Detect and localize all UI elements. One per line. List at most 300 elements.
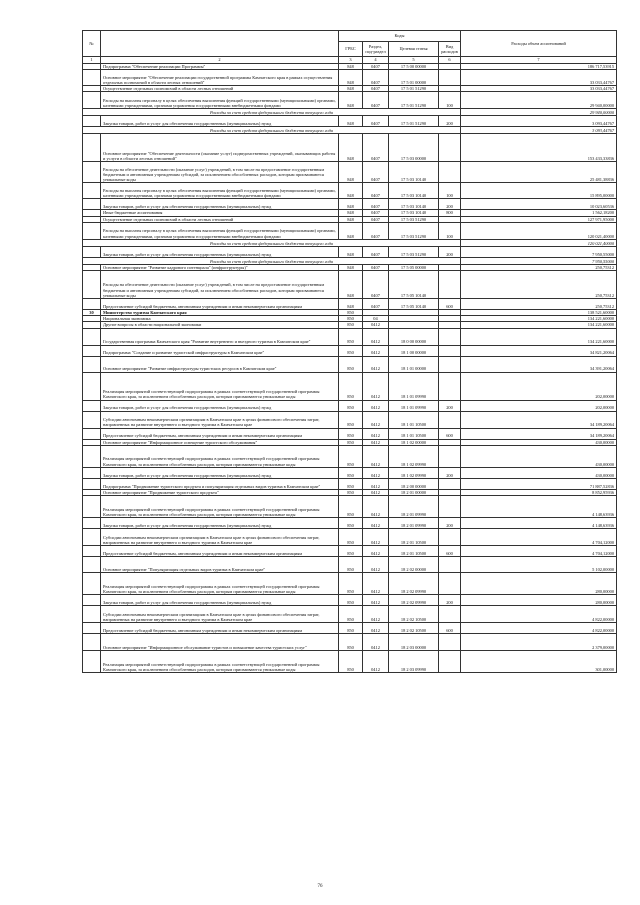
table-row bbox=[83, 372, 617, 400]
row-amount: 127 971,95000 bbox=[461, 216, 617, 222]
row-grbs: 848 bbox=[339, 183, 363, 199]
table-row bbox=[83, 428, 617, 439]
row-section: 0412 bbox=[363, 400, 389, 411]
funding-note-amount: 29 940,00000 bbox=[461, 109, 617, 116]
row-target: 18 1 01 10500 bbox=[389, 428, 439, 439]
index-cell: 1 bbox=[83, 57, 101, 64]
funding-note-text: Расходы за счет средств федерального бюджета текущего года bbox=[83, 239, 461, 246]
row-amount: 280,00000 bbox=[461, 573, 617, 595]
funding-note-amount: 3 093,44767 bbox=[461, 127, 617, 134]
row-grbs: 850 bbox=[339, 310, 363, 316]
funding-note-text: Расходы за счет средств федерального бюджета текущего года bbox=[83, 127, 461, 134]
row-name: Основное мероприятие "Обеспечение реализации государственной программы Камчатского края в рамках осуществления отдельных полномочий в области лесных отношений" bbox=[101, 70, 339, 86]
row-number bbox=[83, 478, 101, 489]
row-grbs: 848 bbox=[339, 86, 363, 92]
row-target: 18 2 01 09990 bbox=[389, 518, 439, 529]
row-name: Осуществление отдельных полномочий в области лесных отношений bbox=[101, 86, 339, 92]
row-amount: 71 887,52836 bbox=[461, 478, 617, 489]
row-target: 18 1 01 09990 bbox=[389, 400, 439, 411]
row-vr: 200 bbox=[439, 116, 461, 127]
row-grbs: 850 bbox=[339, 356, 363, 372]
row-target: 18 2 01 10500 bbox=[389, 529, 439, 546]
budget-table bbox=[82, 30, 617, 673]
row-name: Основное мероприятие "Обеспечение деятельности (оказание услуг) подведомственных учреждений, оказывающих работы и услуги в области лесных отношений" bbox=[101, 134, 339, 162]
row-grbs: 850 bbox=[339, 489, 363, 495]
table-row bbox=[83, 299, 617, 310]
row-amount: 7 950,55000 bbox=[461, 246, 617, 257]
row-grbs: 848 bbox=[339, 134, 363, 162]
row-section: 0412 bbox=[363, 322, 389, 328]
row-vr: 600 bbox=[439, 623, 461, 634]
row-section: 0412 bbox=[363, 573, 389, 595]
row-section: 0407 bbox=[363, 92, 389, 109]
header-amount: Расходы объем ассигнований bbox=[461, 31, 617, 57]
row-number bbox=[83, 518, 101, 529]
table-row bbox=[83, 134, 617, 162]
row-amount: 15 895,00000 bbox=[461, 183, 617, 199]
row-vr bbox=[439, 478, 461, 489]
row-section: 0412 bbox=[363, 467, 389, 478]
row-number bbox=[83, 162, 101, 183]
row-name: Основное мероприятие "Информационное освещение туристского обслуживания" bbox=[101, 439, 339, 445]
row-amount: 8 852,95936 bbox=[461, 489, 617, 495]
row-section: 0407 bbox=[363, 216, 389, 222]
table-row bbox=[83, 557, 617, 573]
row-grbs: 848 bbox=[339, 222, 363, 239]
row-amount: 134 221,60000 bbox=[461, 328, 617, 345]
row-section: 0412 bbox=[363, 518, 389, 529]
row-number bbox=[83, 623, 101, 634]
row-amount: 250,75312 bbox=[461, 299, 617, 310]
table-row bbox=[83, 356, 617, 372]
row-target: 17 5 01 51290 bbox=[389, 116, 439, 127]
row-vr bbox=[439, 496, 461, 518]
row-name: Закупка товаров, работ и услуг для обеспечения государственных (муниципальных) нужд bbox=[101, 467, 339, 478]
row-amount: 120 021,40000 bbox=[461, 222, 617, 239]
index-cell: 4 bbox=[363, 57, 389, 64]
index-cell: 6 bbox=[439, 57, 461, 64]
row-target: 17 5 03 51290 bbox=[389, 216, 439, 222]
row-number bbox=[83, 606, 101, 623]
row-vr bbox=[439, 651, 461, 673]
row-grbs: 848 bbox=[339, 92, 363, 109]
table-row bbox=[83, 345, 617, 356]
row-number bbox=[83, 595, 101, 606]
row-name: Другие вопросы в области национальной экономики bbox=[101, 322, 339, 328]
table-row bbox=[83, 651, 617, 673]
row-amount: 250,75312 bbox=[461, 264, 617, 270]
funding-note-row bbox=[83, 109, 617, 116]
table-row bbox=[83, 496, 617, 518]
row-name: Закупка товаров, работ и услуг для обеспечения государственных (муниципальных) нужд bbox=[101, 199, 339, 210]
row-section: 0412 bbox=[363, 439, 389, 445]
row-name: Национальная экономика bbox=[101, 316, 339, 322]
row-grbs: 850 bbox=[339, 546, 363, 557]
row-amount: 34 391,20064 bbox=[461, 356, 617, 372]
row-vr bbox=[439, 529, 461, 546]
row-name: Реализация мероприятий соответствующей подпрограммы в рамках соответствующей государственной программы Камчатского края, за исключением обособленных расходов, которым присваиваются уникальные коды bbox=[101, 651, 339, 673]
row-vr: 100 bbox=[439, 92, 461, 109]
row-grbs: 848 bbox=[339, 299, 363, 310]
row-number bbox=[83, 496, 101, 518]
row-target: 18 1 02 09990 bbox=[389, 445, 439, 467]
row-section: 0407 bbox=[363, 246, 389, 257]
row-target: 18 2 02 09990 bbox=[389, 595, 439, 606]
row-grbs: 850 bbox=[339, 411, 363, 428]
table-row bbox=[83, 595, 617, 606]
row-vr bbox=[439, 356, 461, 372]
row-section: 0407 bbox=[363, 70, 389, 86]
table-row bbox=[83, 328, 617, 345]
index-cell: 5 bbox=[389, 57, 439, 64]
row-amount: 25 481,38836 bbox=[461, 162, 617, 183]
row-section: 0412 bbox=[363, 529, 389, 546]
row-section: 0407 bbox=[363, 183, 389, 199]
row-number bbox=[83, 651, 101, 673]
row-section: 0407 bbox=[363, 134, 389, 162]
row-section: 0412 bbox=[363, 651, 389, 673]
row-name: Расходы на выплаты персоналу в целях обеспечения выполнения функций государственными (муниципальными) органами, казенными учреждениями, органами управления государственными внебюджетными фондами bbox=[101, 92, 339, 109]
row-grbs: 848 bbox=[339, 246, 363, 257]
row-grbs: 848 bbox=[339, 199, 363, 210]
row-vr: 800 bbox=[439, 210, 461, 216]
row-amount: 250,75312 bbox=[461, 271, 617, 299]
row-grbs: 850 bbox=[339, 518, 363, 529]
row-grbs: 850 bbox=[339, 529, 363, 546]
row-number bbox=[83, 199, 101, 210]
row-section: 0407 bbox=[363, 199, 389, 210]
row-amount: 134 221,60000 bbox=[461, 316, 617, 322]
row-number bbox=[83, 411, 101, 428]
row-section: 0407 bbox=[363, 116, 389, 127]
row-amount: 138 521,60000 bbox=[461, 310, 617, 316]
row-name: Закупка товаров, работ и услуг для обеспечения государственных (муниципальных) нужд bbox=[101, 518, 339, 529]
row-name: Основное мероприятие "Информационное обслуживание туристов и повышение качества туристских услуг" bbox=[101, 634, 339, 651]
row-amount: 1 562,18200 bbox=[461, 210, 617, 216]
row-name: Подпрограмма "Создание и развитие туристской инфраструктуры в Камчатском крае" bbox=[101, 345, 339, 356]
header-vr: Вид расходов bbox=[439, 42, 461, 57]
row-name: Расходы на выплаты персоналу в целях обеспечения выполнения функций государственными (муниципальными) органами, казенными учреждениями, органами управления государственными внебюджетными фондами bbox=[101, 222, 339, 239]
row-grbs: 850 bbox=[339, 496, 363, 518]
row-target: 18 1 01 09990 bbox=[389, 372, 439, 400]
row-grbs: 850 bbox=[339, 651, 363, 673]
row-section: 0412 bbox=[363, 496, 389, 518]
row-target: 17 5 01 51290 bbox=[389, 92, 439, 109]
row-section: 0412 bbox=[363, 356, 389, 372]
row-vr bbox=[439, 328, 461, 345]
table-row bbox=[83, 411, 617, 428]
row-section: 0407 bbox=[363, 210, 389, 216]
table-row bbox=[83, 478, 617, 489]
row-section: 0407 bbox=[363, 264, 389, 270]
funding-note-text: Расходы за счет средств федерального бюджета текущего года bbox=[83, 257, 461, 264]
row-target: 18 2 01 10500 bbox=[389, 546, 439, 557]
table-row bbox=[83, 529, 617, 546]
row-target: 17 5 05 10140 bbox=[389, 271, 439, 299]
row-vr bbox=[439, 372, 461, 400]
row-target: 18 2 02 10500 bbox=[389, 606, 439, 623]
row-number bbox=[83, 299, 101, 310]
row-section: 0407 bbox=[363, 64, 389, 70]
row-vr bbox=[439, 573, 461, 595]
row-vr: 200 bbox=[439, 400, 461, 411]
index-cell: 3 bbox=[339, 57, 363, 64]
row-section: 0412 bbox=[363, 345, 389, 356]
row-vr: 100 bbox=[439, 222, 461, 239]
row-target: 17 5 03 10140 bbox=[389, 199, 439, 210]
header-codes: Коды bbox=[339, 31, 461, 42]
header-num: № bbox=[83, 31, 101, 57]
row-grbs: 850 bbox=[339, 467, 363, 478]
row-grbs: 850 bbox=[339, 623, 363, 634]
row-number bbox=[83, 345, 101, 356]
row-amount: 5 102,00000 bbox=[461, 557, 617, 573]
row-grbs: 850 bbox=[339, 445, 363, 467]
row-name: Иные бюджетные ассигнования bbox=[101, 210, 339, 216]
row-section: 0412 bbox=[363, 372, 389, 400]
row-section: 0407 bbox=[363, 222, 389, 239]
row-amount: 33 033,44767 bbox=[461, 70, 617, 86]
row-vr: 200 bbox=[439, 246, 461, 257]
row-amount: 2 379,00000 bbox=[461, 634, 617, 651]
row-number bbox=[83, 92, 101, 109]
table-row bbox=[83, 92, 617, 109]
row-amount: 153 433,33836 bbox=[461, 134, 617, 162]
table-body bbox=[83, 64, 617, 673]
row-vr bbox=[439, 134, 461, 162]
row-grbs: 848 bbox=[339, 264, 363, 270]
row-amount: 186 717,53915 bbox=[461, 64, 617, 70]
row-section: 04 bbox=[363, 316, 389, 322]
row-name: Реализация мероприятий соответствующей подпрограммы в рамках соответствующей государственной программы Камчатского края, за исключением обособленных расходов, которым присваиваются уникальные коды bbox=[101, 372, 339, 400]
row-amount: 4 822,00000 bbox=[461, 606, 617, 623]
row-target: 17 5 05 00000 bbox=[389, 264, 439, 270]
row-section: 0412 bbox=[363, 557, 389, 573]
row-number bbox=[83, 372, 101, 400]
row-vr: 600 bbox=[439, 428, 461, 439]
row-name: Закупка товаров, работ и услуг для обеспечения государственных (муниципальных) нужд bbox=[101, 246, 339, 257]
header-row-codes bbox=[83, 31, 617, 42]
table-row bbox=[83, 222, 617, 239]
row-section: 0412 bbox=[363, 489, 389, 495]
table-row bbox=[83, 199, 617, 210]
row-amount: 202,00000 bbox=[461, 372, 617, 400]
row-number bbox=[83, 400, 101, 411]
row-grbs: 848 bbox=[339, 162, 363, 183]
row-target: 17 5 05 10140 bbox=[389, 299, 439, 310]
row-target: 17 5 03 51290 bbox=[389, 222, 439, 239]
row-vr: 200 bbox=[439, 199, 461, 210]
table-row bbox=[83, 400, 617, 411]
row-grbs: 850 bbox=[339, 595, 363, 606]
row-name: Основное мероприятие "Продвижение туристского продукта" bbox=[101, 489, 339, 495]
table-row bbox=[83, 162, 617, 183]
row-target: 18 2 02 10500 bbox=[389, 623, 439, 634]
row-amount: 34 821,20064 bbox=[461, 345, 617, 356]
row-grbs: 850 bbox=[339, 372, 363, 400]
row-grbs: 848 bbox=[339, 271, 363, 299]
row-number bbox=[83, 634, 101, 651]
row-number bbox=[83, 546, 101, 557]
row-amount: 4 148,63936 bbox=[461, 496, 617, 518]
row-section: 0412 bbox=[363, 634, 389, 651]
row-number: 30 bbox=[83, 310, 101, 316]
index-row bbox=[83, 57, 617, 64]
row-amount: 280,00000 bbox=[461, 595, 617, 606]
row-grbs: 848 bbox=[339, 210, 363, 216]
row-name: Расходы на обеспечение деятельности (оказание услуг) учреждений, в том числе на предоставление государственным бюджетным и автономным учреждениям субсидий, за исключением обособленных расходов, которым присваиваются уникальные коды bbox=[101, 271, 339, 299]
row-target: 18 2 01 09990 bbox=[389, 496, 439, 518]
row-grbs: 850 bbox=[339, 428, 363, 439]
row-target: 17 5 03 00000 bbox=[389, 134, 439, 162]
row-name: Подпрограмма "Продвижение туристского продукта и популяризация отдельных видов туризма в Камчатском крае" bbox=[101, 478, 339, 489]
row-grbs: 850 bbox=[339, 345, 363, 356]
row-amount: 4 148,63936 bbox=[461, 518, 617, 529]
row-name: Подпрограмма "Обеспечение реализации Программы" bbox=[101, 64, 339, 70]
funding-note-text: Расходы за счет средств федерального бюджета текущего года bbox=[83, 109, 461, 116]
row-section: 0407 bbox=[363, 271, 389, 299]
row-amount: 33 033,44767 bbox=[461, 86, 617, 92]
funding-note-row bbox=[83, 239, 617, 246]
row-target: 18 2 01 00000 bbox=[389, 489, 439, 495]
row-name: Закупка товаров, работ и услуг для обеспечения государственных (муниципальных) нужд bbox=[101, 400, 339, 411]
row-target: 17 5 03 10140 bbox=[389, 210, 439, 216]
row-name: Субсидии автономным некоммерческим организациям в Камчатском крае в целях финансового обеспечения затрат, направленных на развитие внутреннего и въездного туризма в Камчатском крае bbox=[101, 411, 339, 428]
row-target: 18 1 02 00000 bbox=[389, 439, 439, 445]
row-target: 17 5 01 51290 bbox=[389, 86, 439, 92]
table-row bbox=[83, 183, 617, 199]
row-target: 18 1 01 00000 bbox=[389, 356, 439, 372]
row-name: Предоставление субсидий бюджетным, автономным учреждениям и иным некоммерческим организациям bbox=[101, 299, 339, 310]
row-grbs: 850 bbox=[339, 634, 363, 651]
row-vr bbox=[439, 634, 461, 651]
row-amount: 10 023,60536 bbox=[461, 199, 617, 210]
row-vr: 600 bbox=[439, 299, 461, 310]
row-target: 18 2 03 09990 bbox=[389, 651, 439, 673]
row-vr: 100 bbox=[439, 183, 461, 199]
table-row bbox=[83, 546, 617, 557]
row-amount: 34 189,20064 bbox=[461, 411, 617, 428]
row-name: Реализация мероприятий соответствующей подпрограммы в рамках соответствующей государственной программы Камчатского края, за исключением обособленных расходов, которым присваиваются уникальные коды bbox=[101, 445, 339, 467]
row-target: 17 5 03 51290 bbox=[389, 246, 439, 257]
row-section: 0412 bbox=[363, 445, 389, 467]
funding-note-amount: 120 021,40000 bbox=[461, 239, 617, 246]
row-name: Предоставление субсидий бюджетным, автономным учреждениям и иным некоммерческим организациям bbox=[101, 623, 339, 634]
row-number bbox=[83, 222, 101, 239]
row-number bbox=[83, 445, 101, 467]
row-number bbox=[83, 557, 101, 573]
row-section: 0412 bbox=[363, 546, 389, 557]
table-row bbox=[83, 70, 617, 86]
row-name: Осуществление отдельных полномочий в области лесных отношений bbox=[101, 216, 339, 222]
row-grbs: 850 bbox=[339, 322, 363, 328]
row-amount: 134 221,60000 bbox=[461, 322, 617, 328]
row-target: 18 2 02 00000 bbox=[389, 557, 439, 573]
row-amount: 430,00000 bbox=[461, 467, 617, 478]
row-grbs: 848 bbox=[339, 216, 363, 222]
row-number bbox=[83, 271, 101, 299]
row-amount: 430,00000 bbox=[461, 445, 617, 467]
row-section: 0412 bbox=[363, 411, 389, 428]
row-grbs: 848 bbox=[339, 116, 363, 127]
row-vr bbox=[439, 411, 461, 428]
table-row bbox=[83, 518, 617, 529]
row-vr bbox=[439, 345, 461, 356]
row-section: 0412 bbox=[363, 595, 389, 606]
row-grbs: 848 bbox=[339, 64, 363, 70]
row-name: Государственная программа Камчатского края "Развитие внутреннего и въездного туризма в Камчатском крае" bbox=[101, 328, 339, 345]
row-vr bbox=[439, 70, 461, 86]
row-vr bbox=[439, 271, 461, 299]
funding-note-row bbox=[83, 127, 617, 134]
row-target: 17 5 01 00000 bbox=[389, 70, 439, 86]
row-number bbox=[83, 467, 101, 478]
row-target: 17 5 00 00000 bbox=[389, 64, 439, 70]
row-name: Закупка товаров, работ и услуг для обеспечения государственных (муниципальных) нужд bbox=[101, 116, 339, 127]
funding-note-amount: 7 950,55000 bbox=[461, 257, 617, 264]
row-section: 0412 bbox=[363, 328, 389, 345]
row-name: Основное мероприятие "Популяризация отдельных видов туризма в Камчатском крае" bbox=[101, 557, 339, 573]
table-row bbox=[83, 623, 617, 634]
row-target: 18 1 01 10500 bbox=[389, 411, 439, 428]
row-name: Министерство туризма Камчатского края bbox=[101, 310, 339, 316]
row-number bbox=[83, 529, 101, 546]
index-cell: 7 bbox=[461, 57, 617, 64]
row-vr bbox=[439, 557, 461, 573]
index-cell: 2 bbox=[101, 57, 339, 64]
page-number: 76 bbox=[317, 884, 323, 889]
row-vr bbox=[439, 162, 461, 183]
row-target: 17 5 03 10140 bbox=[389, 183, 439, 199]
row-name: Предоставление субсидий бюджетным, автономным учреждениям и иным некоммерческим организациям bbox=[101, 546, 339, 557]
row-target: 18 2 02 09990 bbox=[389, 573, 439, 595]
row-name: Субсидии автономным некоммерческим организациям в Камчатском крае в целях финансового обеспечения затрат, направленных на развитие внутреннего и въездного туризма в Камчатском крае bbox=[101, 529, 339, 546]
row-amount: 29 940,00000 bbox=[461, 92, 617, 109]
row-name: Расходы на обеспечение деятельности (оказание услуг) учреждений, в том числе на предоставление государственным бюджетным и автономным учреждениям субсидий, за исключением обособленных расходов, которым присваиваются уникальные коды bbox=[101, 162, 339, 183]
row-grbs: 850 bbox=[339, 478, 363, 489]
table-row bbox=[83, 445, 617, 467]
row-vr: 600 bbox=[439, 546, 461, 557]
row-name: Основное мероприятие "Развитие кадрового потенциала" (инфраструктуры)" bbox=[101, 264, 339, 270]
table-row bbox=[83, 116, 617, 127]
header-name bbox=[101, 31, 339, 57]
row-number bbox=[83, 116, 101, 127]
row-vr: 200 bbox=[439, 595, 461, 606]
row-grbs: 850 bbox=[339, 328, 363, 345]
row-target: 18 2 03 00000 bbox=[389, 634, 439, 651]
row-number bbox=[83, 246, 101, 257]
row-section: 0407 bbox=[363, 299, 389, 310]
row-number bbox=[83, 183, 101, 199]
table-row bbox=[83, 573, 617, 595]
table-row bbox=[83, 634, 617, 651]
header-target: Целевая статья bbox=[389, 42, 439, 57]
row-amount: 430,00000 bbox=[461, 439, 617, 445]
row-section: 0412 bbox=[363, 428, 389, 439]
row-grbs: 850 bbox=[339, 316, 363, 322]
header-grbs: ГРБС bbox=[339, 42, 363, 57]
row-number bbox=[83, 328, 101, 345]
row-number bbox=[83, 573, 101, 595]
row-target: 17 5 03 10140 bbox=[389, 162, 439, 183]
row-name: Субсидии автономным некоммерческим организациям в Камчатском крае в целях финансового обеспечения затрат, направленных на развитие внутреннего и въездного туризма в Камчатском крае bbox=[101, 606, 339, 623]
row-grbs: 850 bbox=[339, 439, 363, 445]
row-amount: 3 093,44767 bbox=[461, 116, 617, 127]
row-section: 0412 bbox=[363, 623, 389, 634]
row-name: Закупка товаров, работ и услуг для обеспечения государственных (муниципальных) нужд bbox=[101, 595, 339, 606]
row-number bbox=[83, 134, 101, 162]
row-amount: 34 189,20064 bbox=[461, 428, 617, 439]
